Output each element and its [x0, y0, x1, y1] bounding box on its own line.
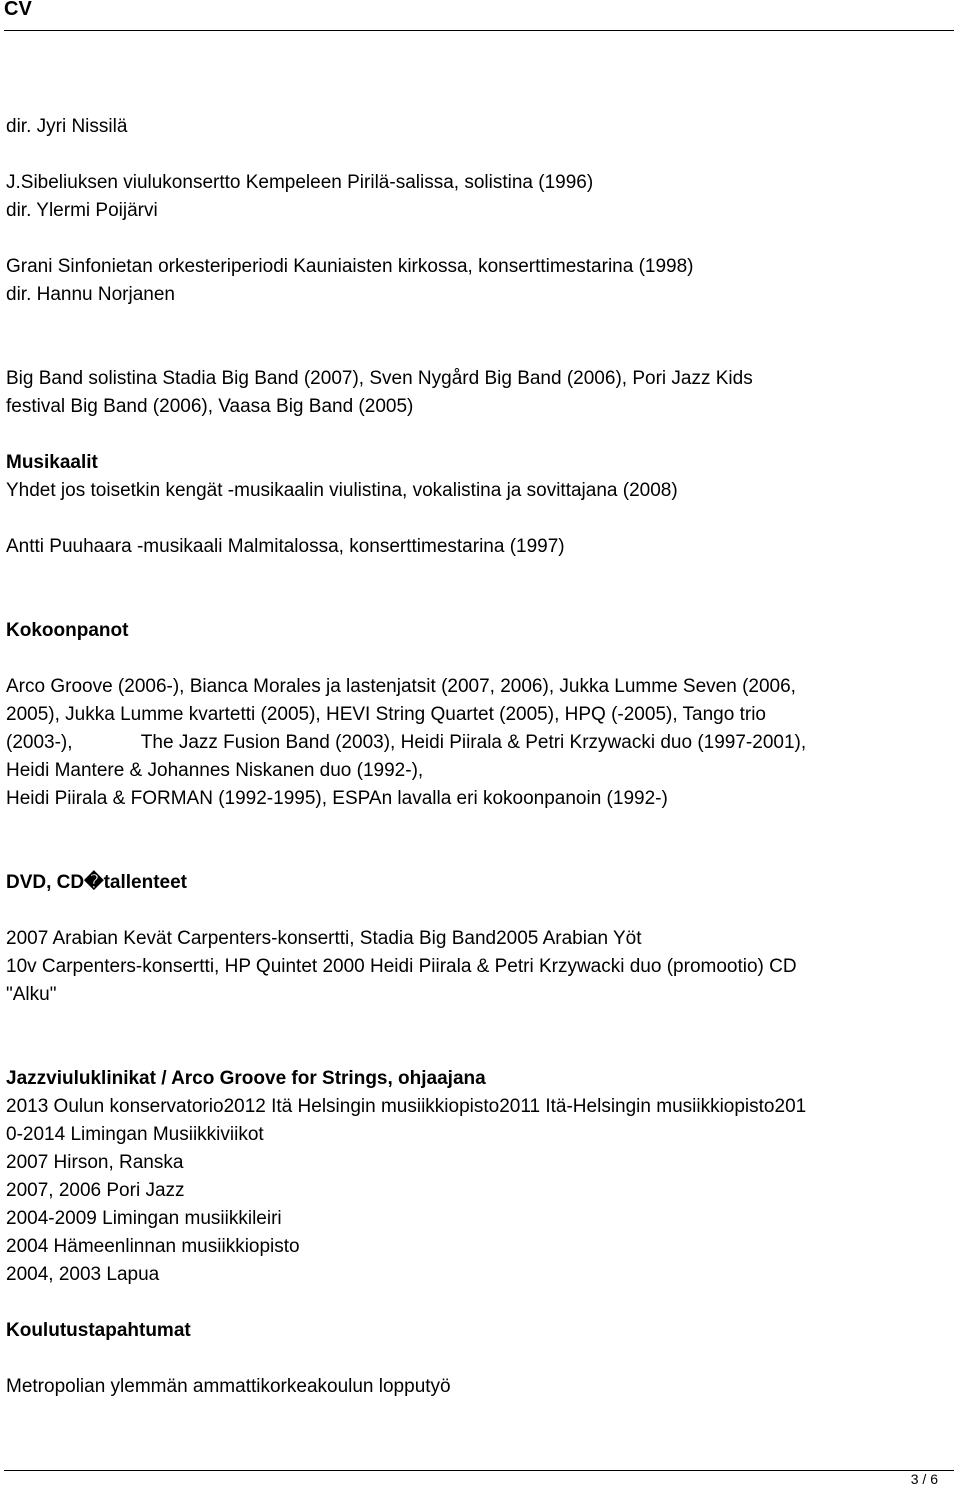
text-line: 0-2014 Limingan Musiikkiviikot — [6, 1124, 264, 1145]
text-line: 2004, 2003 Lapua — [6, 1264, 160, 1285]
spacer — [6, 141, 956, 169]
text-line: 2004 Hämeenlinnan musiikkiopisto — [6, 1236, 300, 1257]
text-line: festival Big Band (2006), Vaasa Big Band (2005) — [6, 396, 414, 417]
text-line: 2005), Jukka Lumme kvartetti (2005), HEVI String Quartet (2005), HPQ (-2005), Tango trio — [6, 704, 766, 725]
spacer — [6, 225, 956, 253]
text-line: (2003-), The Jazz Fusion Band (2003), Heidi Piirala & Petri Krzywacki duo (1997-2001), — [6, 732, 807, 753]
spacer — [6, 421, 956, 449]
spacer — [6, 813, 956, 841]
spacer — [6, 589, 956, 617]
text-line: dir. Jyri Nissilä — [6, 116, 128, 137]
spacer — [6, 897, 956, 925]
cv-content — [6, 113, 956, 1401]
text-line: dir. Ylermi Poijärvi — [6, 200, 158, 221]
text-line: Grani Sinfonietan orkesteriperiodi Kauniaisten kirkossa, konserttimestarina (1998) — [6, 256, 694, 277]
spacer — [6, 645, 956, 673]
text-line: Arco Groove (2006-), Bianca Morales ja lastenjatsit (2007, 2006), Jukka Lumme Seven (2006, — [6, 676, 796, 697]
section-heading-koulutustapahtumat: Koulutustapahtumat — [6, 1320, 191, 1341]
text-line: 2004-2009 Limingan musiikkileiri — [6, 1208, 282, 1229]
text-line: "Alku" — [6, 984, 57, 1005]
spacer — [6, 1037, 956, 1065]
header-divider — [4, 30, 954, 31]
text-line: Heidi Mantere & Johannes Niskanen duo (1992-), — [6, 760, 424, 781]
section-heading-dvd-cd: DVD, CD�tallenteet — [6, 872, 188, 893]
section-heading-kokoonpanot: Kokoonpanot — [6, 620, 129, 641]
document-title: CV — [4, 0, 32, 20]
section-heading-jazzviuluklinikat: Jazzviuluklinikat / Arco Groove for Strings, ohjaajana — [6, 1068, 486, 1089]
spacer — [6, 561, 956, 589]
page-number: 3 / 6 — [910, 1471, 938, 1487]
spacer — [6, 1289, 956, 1317]
section-heading-musikaalit: Musikaalit — [6, 452, 98, 473]
text-line: 2007, 2006 Pori Jazz — [6, 1180, 185, 1201]
footer-divider — [4, 1470, 954, 1471]
text-line: dir. Hannu Norjanen — [6, 284, 175, 305]
text-line: Yhdet jos toisetkin kengät -musikaalin viulistina, vokalistina ja sovittajana (2008) — [6, 480, 678, 501]
text-line: 2013 Oulun konservatorio2012 Itä Helsingin musiikkiopisto2011 Itä-Helsingin musiikkiopisto201 — [6, 1096, 807, 1117]
text-line: Heidi Piirala & FORMAN (1992-1995), ESPAn lavalla eri kokoonpanoin (1992-) — [6, 788, 668, 809]
spacer — [6, 1009, 956, 1037]
text-line: Metropolian ylemmän ammattikorkeakoulun lopputyö — [6, 1376, 451, 1397]
text-line: 2007 Arabian Kevät Carpenters-konsertti, Stadia Big Band2005 Arabian Yöt — [6, 928, 642, 949]
spacer — [6, 337, 956, 365]
spacer — [6, 841, 956, 869]
spacer — [6, 309, 956, 337]
text-line: 10v Carpenters-konsertti, HP Quintet 2000 Heidi Piirala & Petri Krzywacki duo (promootio) CD — [6, 956, 797, 977]
text-line: J.Sibeliuksen viulukonsertto Kempeleen Pirilä-salissa, solistina (1996) — [6, 172, 594, 193]
text-line: Antti Puuhaara -musikaali Malmitalossa, konserttimestarina (1997) — [6, 536, 565, 557]
spacer — [6, 1345, 956, 1373]
spacer — [6, 505, 956, 533]
text-line: Big Band solistina Stadia Big Band (2007), Sven Nygård Big Band (2006), Pori Jazz Kids — [6, 368, 753, 389]
text-line: 2007 Hirson, Ranska — [6, 1152, 184, 1173]
